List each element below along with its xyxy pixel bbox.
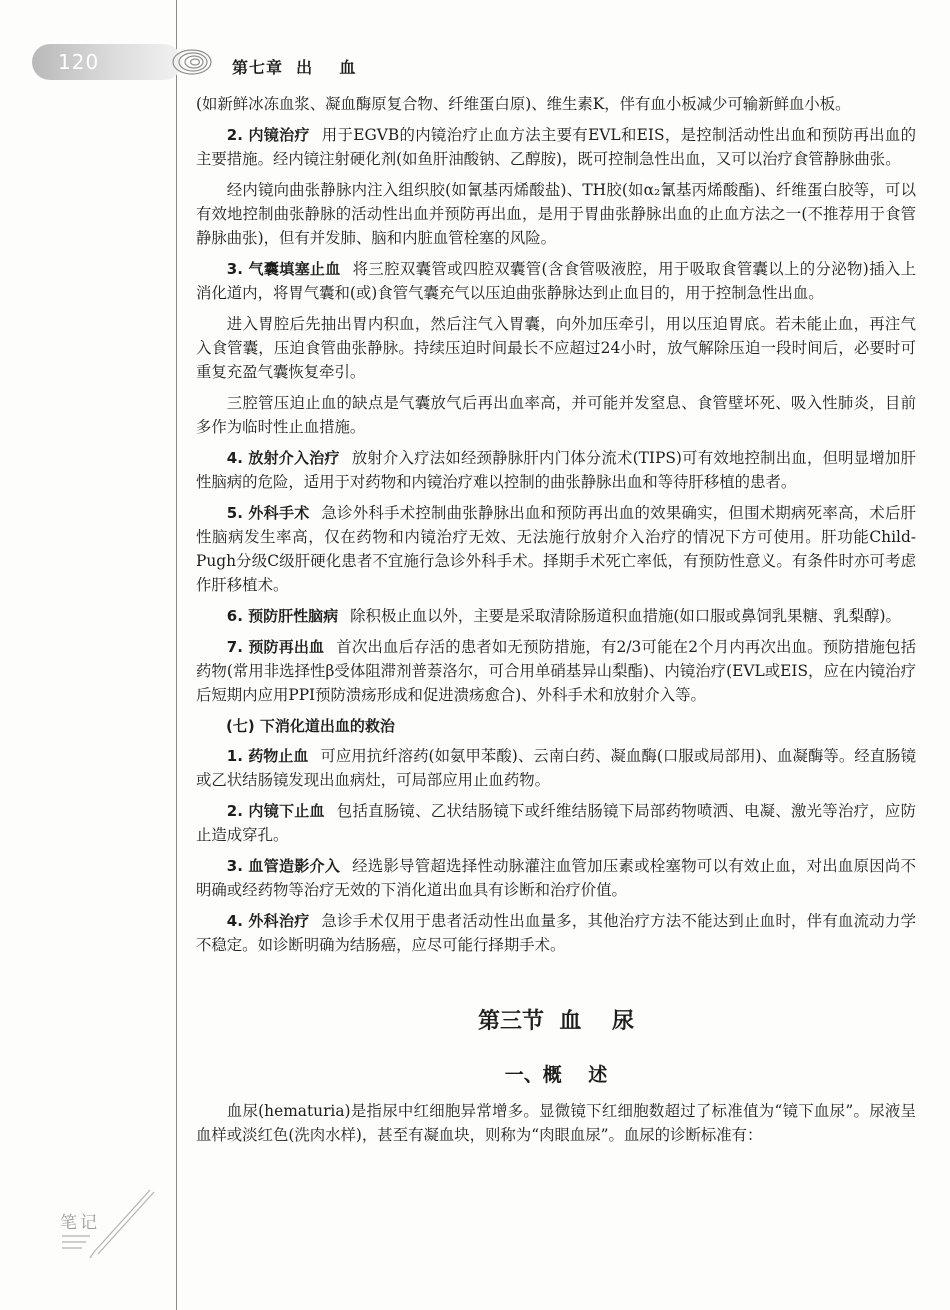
paragraph-text: 放射介入疗法如经颈静脉肝内门体分流术(TIPS)可有效地控制出血，但明显增加肝性脑病的危险，适用于对药物和内镜治疗难以控制的曲张静脉出血和等待肝移植的患者。	[196, 449, 916, 491]
paragraph	[196, 391, 916, 439]
paragraph-text: 经选影导管超选择性动脉灌注血管加压素或栓塞物可以有效止血，对出血原因尚不明确或经药物等治疗无效的下消化道出血具有诊断和治疗价值。	[196, 857, 916, 899]
paragraph	[196, 604, 916, 628]
paragraph-text: 首次出血后存活的患者如无预防措施，有2/3可能在2个月内再次出血。预防措施包括药物(常用非选择性β受体阻滞剂普萘洛尔，可合用单硝基异山梨酯)、内镜治疗(EVL或EIS，应在内镜治疗后短期内应用PPI预防溃疡形成和促进溃疡愈合)、外科手术和放射介入等。	[196, 638, 917, 704]
paragraph	[196, 123, 916, 171]
page-number: 120	[58, 50, 100, 74]
paragraph	[196, 635, 916, 707]
paragraph-text: 除积极止血以外，主要是采取清除肠道积血措施(如口服或鼻饲乳果糖、乳梨醇)。	[350, 607, 901, 625]
item-heading: 2. 内镜下止血	[226, 802, 325, 820]
item-heading: 5. 外科手术	[226, 504, 310, 522]
paragraph	[196, 744, 916, 792]
swirl-icon	[168, 40, 212, 84]
paragraph-text: 急诊手术仅用于患者活动性出血量多，其他治疗方法不能达到止血时，伴有血流动力学不稳定。如诊断明确为结肠癌，应尽可能行择期手术。	[196, 912, 916, 954]
paragraph	[196, 799, 916, 847]
chapter-header: 第七章 出 血	[232, 58, 357, 77]
paragraph	[196, 312, 916, 384]
item-heading: 3. 气囊填塞止血	[226, 260, 341, 278]
paragraph-text: 包括直肠镜、乙状结肠镜下或纤维结肠镜下局部药物喷洒、电凝、激光等治疗，应防止造成穿孔。	[196, 802, 916, 844]
paragraph-text: 进入胃腔后先抽出胃内积血，然后注气入胃囊，向外加压牵引，用以压迫胃底。若未能止血，再注气入食管囊，压迫食管曲张静脉。持续压迫时间最长不应超过24小时，放气解除压迫一段时间后，必要时可重复充盈气囊恢复牵引。	[196, 315, 916, 381]
paragraph-text: 将三腔双囊管或四腔双囊管(含食管吸液腔，用于吸取食管囊以上的分泌物)插入上消化道内，将胃气囊和(或)食管气囊充气以压迫曲张静脉达到止血目的，用于控制急性出血。	[196, 260, 916, 302]
paragraph	[196, 92, 916, 116]
section-title: 第三节 血 尿	[478, 1008, 634, 1034]
item-heading: 6. 预防肝性脑病	[226, 607, 339, 625]
paragraph-text: 可应用抗纤溶药(如氨甲苯酸)、云南白药、凝血酶(口服或局部用)、血凝酶等。经直肠镜或乙状结肠镜发现出血病灶，可局部应用止血药物。	[196, 747, 916, 789]
page-number-badge	[32, 44, 182, 80]
paragraph-text: 三腔管压迫止血的缺点是气囊放气后再出血率高，并可能并发窒息、食管壁坏死、吸入性肺炎，目前多作为临时性止血措施。	[196, 394, 916, 436]
paragraph	[196, 446, 916, 494]
page-content	[196, 92, 916, 1154]
item-heading: 3. 血管造影介入	[226, 857, 341, 875]
item-heading: 4. 外科治疗	[226, 912, 310, 930]
paragraph	[196, 1099, 916, 1147]
item-heading: 4. 放射介入治疗	[226, 449, 340, 467]
item-heading: 1. 药物止血	[226, 747, 309, 765]
paragraph-text: 急诊外科手术控制曲张静脉出血和预防再出血的效果确实，但围术期病死率高，术后肝性脑病发生率高，仅在药物和内镜治疗无效、无法施行放射介入治疗的情况下方可使用。肝功能Child-Pugh分级C级肝硬化患者不宜施行急诊外科手术。择期手术死亡率低，有预防性意义。有条件时亦可考虑作肝移植术。	[196, 504, 916, 594]
item-heading: 2. 内镜治疗	[226, 126, 310, 144]
paragraph	[196, 257, 916, 305]
paragraph	[196, 854, 916, 902]
subsection-heading: (七) 下消化道出血的救治	[226, 717, 395, 735]
margin-rule	[176, 0, 177, 1310]
paragraph	[196, 909, 916, 957]
paragraph	[196, 501, 916, 597]
notes-label: 笔记	[60, 1213, 100, 1233]
paragraph-text: 经内镜向曲张静脉内注入组织胶(如氰基丙烯酸盐)、TH胶(如α₂氰基丙烯酸酯)、纤维蛋白胶等，可以有效地控制曲张静脉的活动性出血并预防再出血，是用于胃曲张静脉出血的止血方法之一(不推荐用于食管静脉曲张)，但有并发肺、脑和内脏血管栓塞的风险。	[196, 181, 916, 247]
paragraph-text: 用于EGVB的内镜治疗止血方法主要有EVL和EIS，是控制活动性出血和预防再出血的主要措施。经内镜注射硬化剂(如鱼肝油酸钠、乙醇胺)，既可控制急性出血，又可以治疗食管静脉曲张。	[196, 126, 916, 168]
section-subtitle: 一、概 述	[504, 1064, 608, 1086]
paragraph	[196, 178, 916, 250]
paragraph-text: 血尿(hematuria)是指尿中红细胞异常增多。显微镜下红细胞数超过了标准值为“镜下血尿”。尿液呈血样或淡红色(洗肉水样)，甚至有凝血块，则称为“肉眼血尿”。血尿的诊断标准有：	[196, 1102, 916, 1144]
item-heading: 7. 预防再出血	[226, 638, 325, 656]
paragraph-text: (如新鲜冰冻血浆、凝血酶原复合物、纤维蛋白原)、维生素K，伴有血小板减少可输新鲜血小板。	[196, 95, 851, 113]
